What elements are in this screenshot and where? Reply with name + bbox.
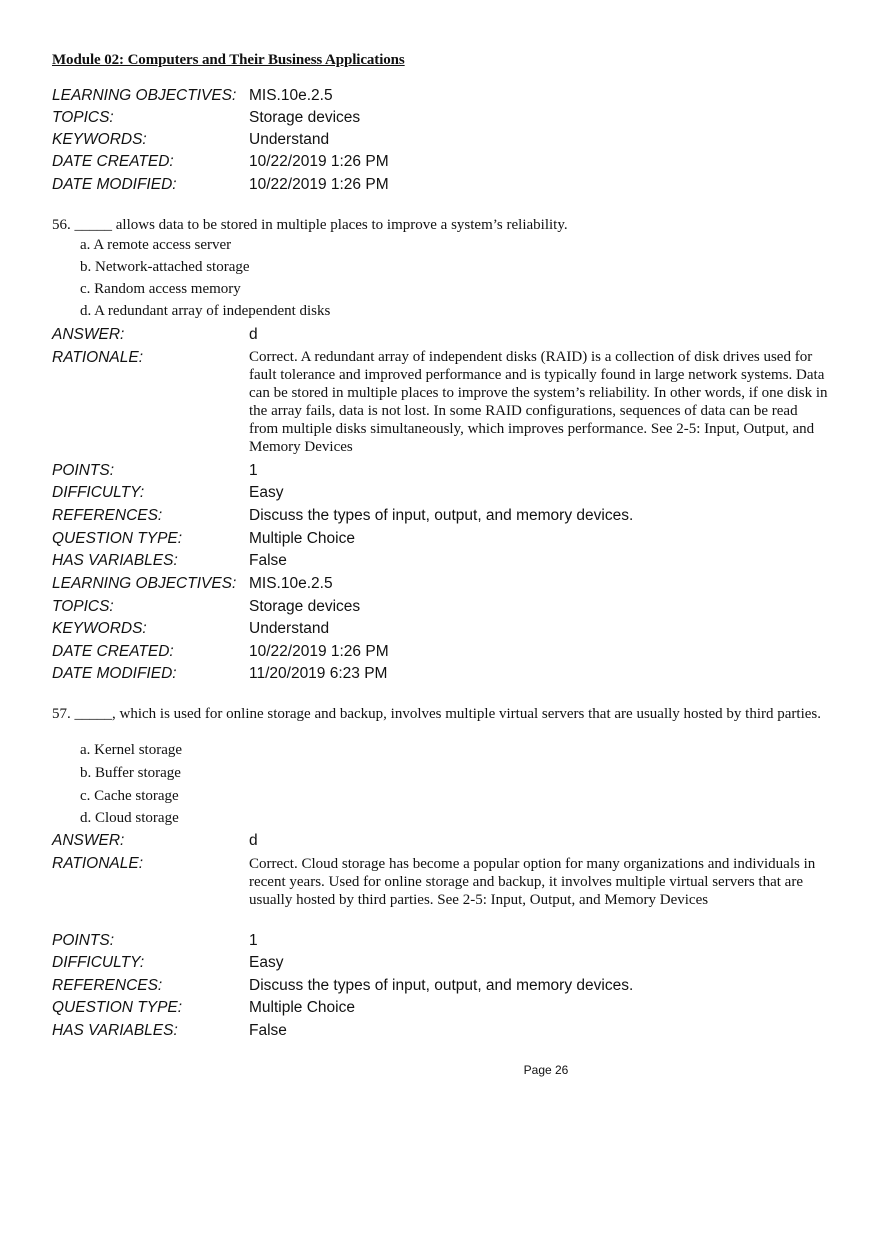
q57-answer-row: [52, 832, 842, 854]
meta-row-date-modified: [52, 176, 842, 198]
q57-meta-difficulty: [52, 954, 842, 976]
meta-value: MIS.10e.2.5: [249, 87, 333, 104]
meta-row-date-created: [52, 153, 842, 175]
meta-value: Discuss the types of input, output, and memory devices.: [249, 507, 634, 524]
q57-meta-references: [52, 977, 842, 999]
q56-meta-keywords: [52, 620, 842, 642]
q56-meta-topics: [52, 598, 842, 620]
q57-rationale-text: Correct. Cloud storage has become a popular option for many organizations and individuals in recent years. Used for online storage and backup, it involves multiple virtual servers that are usually hosted by third parties. See 2-5: Input, Output, and Memory Devices: [249, 856, 816, 908]
q57-meta-points: [52, 932, 842, 954]
question-56-text: 56. _____ allows data to be stored in multiple places to improve a system’s reliability.: [52, 217, 568, 233]
meta-label: DIFFICULTY:: [52, 954, 145, 971]
meta-label: POINTS:: [52, 462, 115, 479]
q56-rationale-label: RATIONALE:: [52, 349, 144, 366]
meta-label: TOPICS:: [52, 109, 114, 126]
meta-label: DATE CREATED:: [52, 153, 174, 170]
answer-value: d: [249, 326, 258, 343]
meta-label: DATE CREATED:: [52, 643, 174, 660]
meta-label: LEARNING OBJECTIVES:: [52, 87, 237, 104]
meta-row-learning-objectives: [52, 87, 842, 109]
meta-label: LEARNING OBJECTIVES:: [52, 575, 237, 592]
meta-value: 10/22/2019 1:26 PM: [249, 176, 389, 193]
meta-label: REFERENCES:: [52, 977, 163, 994]
meta-value: MIS.10e.2.5: [249, 575, 333, 592]
meta-label: REFERENCES:: [52, 507, 163, 524]
q56-meta-references: [52, 507, 842, 529]
meta-value: Easy: [249, 954, 284, 971]
meta-row-topics: [52, 109, 842, 131]
q57-option-d: d. Cloud storage: [80, 810, 179, 826]
q57-option-a: a. Kernel storage: [80, 742, 183, 758]
meta-label: DATE MODIFIED:: [52, 176, 177, 193]
meta-value: 1: [249, 932, 258, 949]
q56-meta-difficulty: [52, 484, 842, 506]
meta-label: DIFFICULTY:: [52, 484, 145, 501]
meta-value: Storage devices: [249, 598, 361, 615]
meta-value: Understand: [249, 131, 330, 148]
q56-option-a: a. A remote access server: [80, 237, 232, 253]
meta-value: False: [249, 1022, 287, 1039]
meta-value: Multiple Choice: [249, 999, 355, 1016]
meta-label: HAS VARIABLES:: [52, 552, 178, 569]
q57-rationale-label: RATIONALE:: [52, 855, 144, 872]
meta-value: 10/22/2019 1:26 PM: [249, 643, 389, 660]
meta-label: QUESTION TYPE:: [52, 530, 183, 547]
page-number: Page 26: [523, 1063, 569, 1077]
meta-value: 11/20/2019 6:23 PM: [249, 665, 388, 682]
meta-value: Storage devices: [249, 109, 361, 126]
meta-row-keywords: [52, 131, 842, 153]
q56-option-b: b. Network-attached storage: [80, 259, 250, 275]
q56-meta-date-created: [52, 643, 842, 665]
q56-meta-has-variables: [52, 552, 842, 574]
meta-label: KEYWORDS:: [52, 620, 147, 637]
q57-option-b: b. Buffer storage: [80, 765, 181, 781]
meta-label: TOPICS:: [52, 598, 114, 615]
q57-option-c: c. Cache storage: [80, 788, 179, 804]
meta-value: Discuss the types of input, output, and memory devices.: [249, 977, 634, 994]
meta-value: Multiple Choice: [249, 530, 355, 547]
meta-value: 10/22/2019 1:26 PM: [249, 153, 389, 170]
q56-option-d: d. A redundant array of independent disks: [80, 303, 331, 319]
q56-meta-question-type: [52, 530, 842, 552]
meta-label: POINTS:: [52, 932, 115, 949]
meta-label: HAS VARIABLES:: [52, 1022, 178, 1039]
meta-value: Understand: [249, 620, 330, 637]
q56-meta-date-modified: [52, 665, 842, 687]
answer-value: d: [249, 832, 258, 849]
meta-value: Easy: [249, 484, 284, 501]
question-57-text: 57. _____, which is used for online storage and backup, involves multiple virtual servers that are usually hosted by third parties.: [52, 706, 821, 722]
q57-meta-question-type: [52, 999, 842, 1021]
q56-meta-points: [52, 462, 842, 484]
meta-value: False: [249, 552, 287, 569]
meta-label: QUESTION TYPE:: [52, 999, 183, 1016]
answer-label: ANSWER:: [52, 326, 125, 343]
meta-label: DATE MODIFIED:: [52, 665, 177, 682]
meta-label: KEYWORDS:: [52, 131, 147, 148]
q56-rationale-text: Correct. A redundant array of independent disks (RAID) is a collection of disk drives used for fault tolerance and improved performance and is typically found in large network systems. Data can be stored in multiple places to improve the system’s reliability. In other words, if one disk in the array fails, data is not lost. In some RAID configurations, sequences of data can be read from multiple disks simultaneously, which improves performance. See 2-5: Input, Output, and Memory Devices: [249, 349, 828, 455]
meta-value: 1: [249, 462, 258, 479]
module-title: Module 02: Computers and Their Business Applications: [52, 52, 405, 68]
q56-meta-learning-objectives: [52, 575, 842, 597]
answer-label: ANSWER:: [52, 832, 125, 849]
q56-answer-row: [52, 326, 842, 348]
q56-option-c: c. Random access memory: [80, 281, 241, 297]
q57-meta-has-variables: [52, 1022, 842, 1044]
